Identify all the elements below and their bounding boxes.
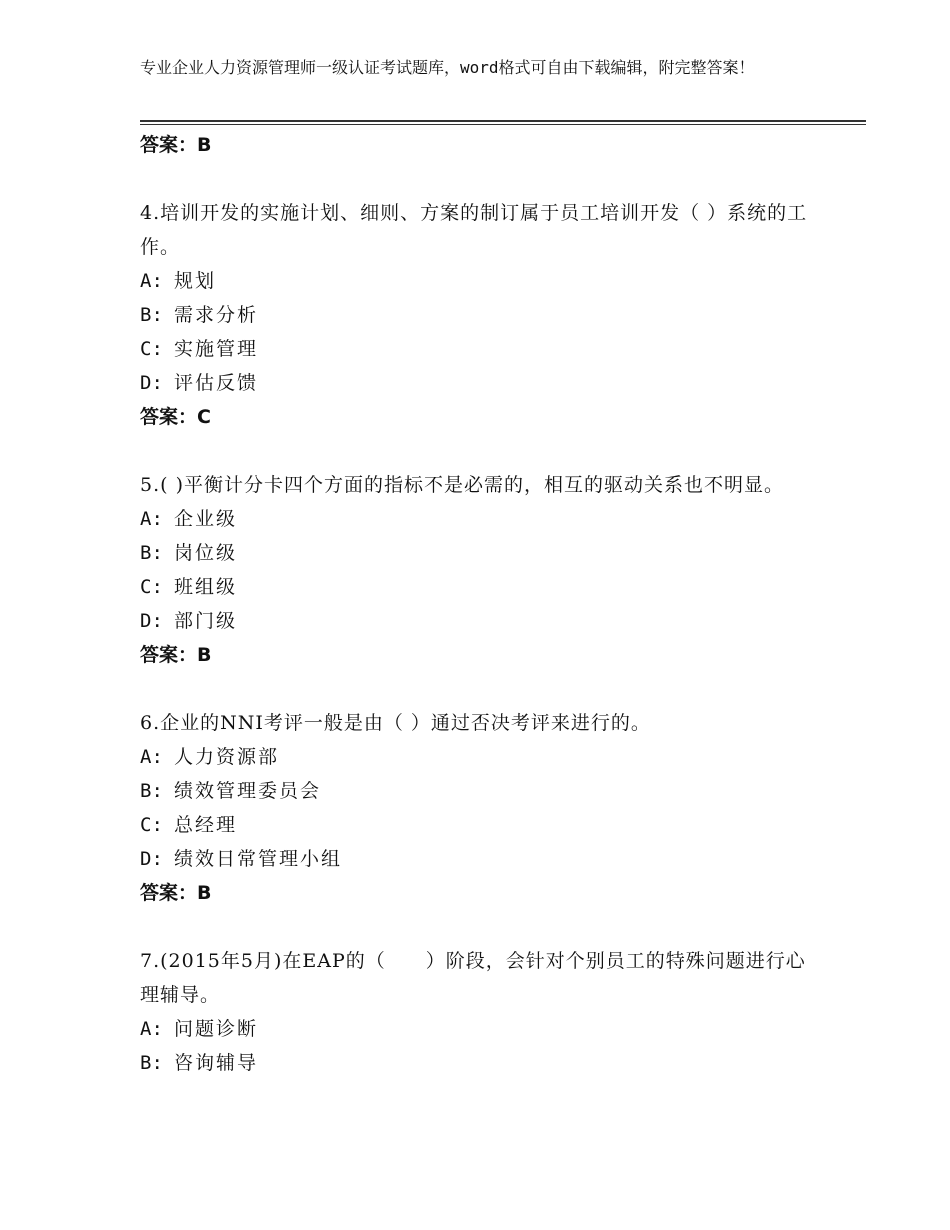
option-text: 班组级 xyxy=(174,576,238,598)
option-key: D: xyxy=(140,848,163,870)
question-text: 4.培训开发的实施计划、细则、方案的制订属于员工培训开发（ ）系统的工作。 xyxy=(140,202,808,258)
option-key: C: xyxy=(140,338,163,360)
option-d xyxy=(140,604,820,638)
option-text: 规划 xyxy=(174,270,217,292)
option-a xyxy=(140,740,820,774)
option-text: 问题诊断 xyxy=(174,1018,259,1040)
option-b xyxy=(140,774,820,808)
question-4 xyxy=(140,196,820,434)
question-6 xyxy=(140,706,820,910)
question-7 xyxy=(140,944,820,1080)
option-key: D: xyxy=(140,372,163,394)
option-b xyxy=(140,536,820,570)
option-key: C: xyxy=(140,576,163,598)
question-5 xyxy=(140,468,820,672)
option-text: 评估反馈 xyxy=(174,372,259,394)
question-list xyxy=(140,128,820,1080)
page-header: 专业企业人力资源管理师一级认证考试题库，word格式可自由下载编辑，附完整答案！ xyxy=(140,58,755,77)
option-text: 人力资源部 xyxy=(174,746,280,768)
option-c xyxy=(140,570,820,604)
option-key: A: xyxy=(140,270,163,292)
option-a xyxy=(140,264,820,298)
option-text: 岗位级 xyxy=(174,542,238,564)
option-b xyxy=(140,1046,820,1080)
option-d xyxy=(140,366,820,400)
question-text: 7.(2015年5月)在EAP的（ ）阶段，会针对个别员工的特殊问题进行心理辅导。 xyxy=(140,950,806,1006)
option-text: 绩效日常管理小组 xyxy=(174,848,343,870)
option-text: 需求分析 xyxy=(174,304,259,326)
option-key: C: xyxy=(140,814,163,836)
option-key: B: xyxy=(140,780,163,802)
option-text: 咨询辅导 xyxy=(174,1052,259,1074)
option-text: 绩效管理委员会 xyxy=(174,780,322,802)
option-key: A: xyxy=(140,508,163,530)
option-key: A: xyxy=(140,746,163,768)
question-text: 6.企业的NNI考评一般是由（ ）通过否决考评来进行的。 xyxy=(140,712,651,734)
answer-line: 答案：C xyxy=(140,406,211,428)
header-divider-thin xyxy=(140,124,866,125)
option-text: 实施管理 xyxy=(174,338,259,360)
answer-line: 答案：B xyxy=(140,134,212,156)
option-key: B: xyxy=(140,304,163,326)
option-key: D: xyxy=(140,610,163,632)
option-b xyxy=(140,298,820,332)
option-c xyxy=(140,808,820,842)
header-divider-thick xyxy=(140,120,866,122)
option-key: B: xyxy=(140,1052,163,1074)
option-key: B: xyxy=(140,542,163,564)
option-a xyxy=(140,502,820,536)
option-d xyxy=(140,842,820,876)
answer-line: 答案：B xyxy=(140,644,212,666)
option-key: A: xyxy=(140,1018,163,1040)
option-c xyxy=(140,332,820,366)
option-text: 部门级 xyxy=(174,610,238,632)
option-text: 企业级 xyxy=(174,508,238,530)
answer-line: 答案：B xyxy=(140,882,212,904)
option-text: 总经理 xyxy=(174,814,238,836)
question-text: 5.( )平衡计分卡四个方面的指标不是必需的，相互的驱动关系也不明显。 xyxy=(140,474,784,496)
option-a xyxy=(140,1012,820,1046)
